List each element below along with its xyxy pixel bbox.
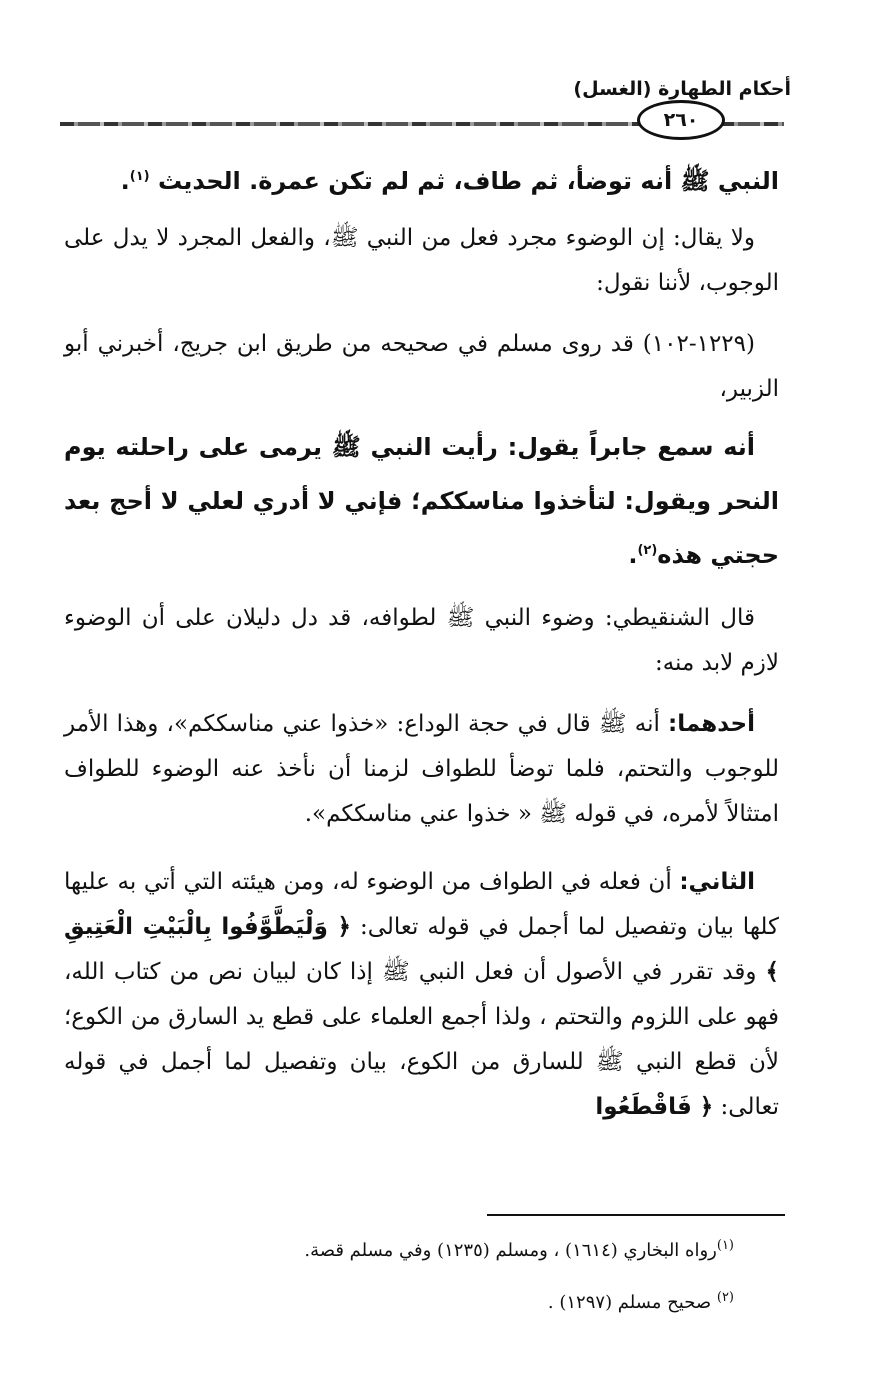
- hadith-continuation: [64, 154, 779, 208]
- hadith-text: النبي ﷺ أنه توضأ، ثم طاف، ثم لم تكن عمرة. الحديث: [157, 167, 779, 195]
- proof-heading: أحدهما:: [668, 711, 755, 737]
- hadith-text: [64, 420, 779, 582]
- proof-text: أنه ﷺ قال في حجة الوداع: «خذوا عني مناسككم»، وهذا الأمر للوجوب والتحتم، فلما توضأ للطواف لزمنا أن نأخذ عنه الوضوء للطواف امتثالاً لأمره، في قوله ﷺ « خذوا عني مناسككم».: [64, 711, 779, 827]
- paragraph: ولا يقال: إن الوضوء مجرد فعل من النبي ﷺ، والفعل المجرد لا يدل على الوجوب، لأننا نقول:: [64, 225, 779, 296]
- footnote-rule: [487, 1214, 785, 1216]
- quran-verse: ﴿ وَلْيَطَّوَّفُوا بِالْبَيْتِ الْعَتِيقِ ﴾: [64, 914, 779, 985]
- page-number: ٢٦٠: [637, 100, 725, 140]
- footnote-1: [304, 1240, 734, 1261]
- proof-text: أن فعله في الطواف من الوضوء له، ومن هيئته التي أتي به عليها كلها بيان وتفصيل لما أجمل في قوله تعالى:: [64, 869, 779, 940]
- period: .: [628, 541, 638, 569]
- hadith-chain: (١٢٢٩-١٠٢) قد روى مسلم في صحيحه من طريق ابن جريج، أخبرني أبو الزبير،: [64, 331, 779, 402]
- paragraph-first-proof: [64, 702, 779, 837]
- paragraph-second-proof: [64, 860, 779, 1130]
- paragraph: قال الشنقيطي: وضوء النبي ﷺ لطوافه، قد دل دليلان على أن الوضوء لازم لابد منه:: [64, 605, 779, 676]
- footnote-text: رواه البخاري (١٦١٤) ، ومسلم (١٢٣٥) وفي مسلم قصة.: [304, 1240, 717, 1261]
- footnote-ref: (١): [129, 169, 150, 184]
- quran-verse: ﴿ فَاقْطَعُوا: [595, 1094, 714, 1120]
- proof-text: وقد تقرر في الأصول أن فعل النبي ﷺ إذا كان لبيان نص من كتاب الله، فهو على اللزوم والتحتم ، ولذا أجمع العلماء على قطع يد السارق من الكوع؛ لأن قطع النبي ﷺ للسارق من الكوع، بيان وتفصيل لما أجمل في قوله تعالى:: [64, 959, 779, 1120]
- footnote-mark: (١): [716, 1238, 734, 1253]
- proof-heading: الثاني:: [679, 869, 755, 895]
- footnote-2: [548, 1292, 734, 1313]
- footnote-mark: (٢): [716, 1290, 734, 1305]
- footnote-ref: (٢): [637, 543, 658, 558]
- period: .: [120, 167, 130, 195]
- hadith-body: أنه سمع جابراً يقول: رأيت النبي ﷺ يرمى على راحلته يوم النحر ويقول: لتأخذوا مناسككم؛ فإني لا أدري لعلي لا أحج بعد حجتي هذه: [64, 433, 779, 569]
- running-header-title: أحكام الطهارة (الغسل): [573, 78, 791, 100]
- footnote-text: صحيح مسلم (١٢٩٧) .: [547, 1292, 712, 1313]
